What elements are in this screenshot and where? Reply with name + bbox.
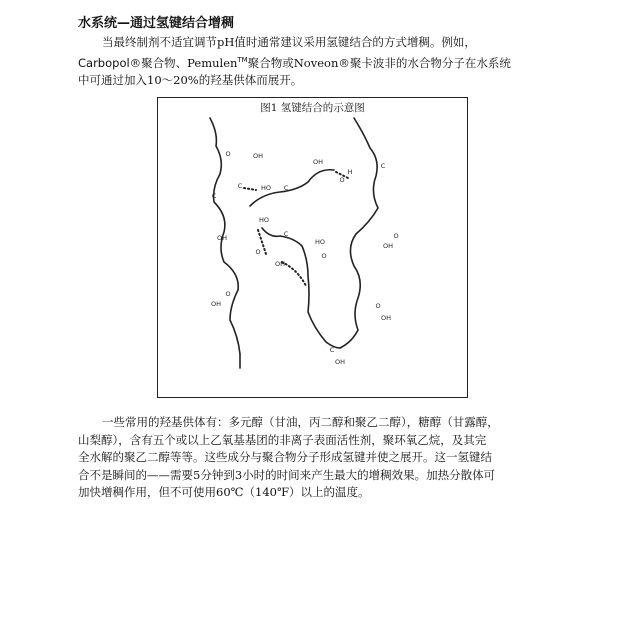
donor-line-5: 加快增稠作用，但不可使用60℃（140℉）以上的温度。 [78, 485, 370, 499]
atom-ho-2: HO [258, 216, 270, 224]
hbond-4 [244, 188, 256, 190]
atom-o-6: O [225, 290, 231, 298]
intro-line-3: 中可通过加入10～20%的羟基供体而展开。 [78, 72, 303, 87]
atom-o-5: O [255, 248, 261, 256]
atom-oh-1: OH [252, 152, 264, 160]
intro-paragraph [78, 34, 548, 89]
section-heading: 水系统—通过氢键结合增稠 [78, 16, 235, 31]
hydrogen-bond-diagram [158, 98, 466, 396]
intro-line-2-c: 聚合物或Noveon [247, 55, 339, 70]
donor-line-2: 山梨醇），含有五个或以上乙氧基基团的非离子表面活性剂，聚环氧乙烷，及其完 [78, 432, 487, 447]
atom-oh-4: OH [382, 242, 394, 250]
donor-line-1: 一些常用的羟基供体有：多元醇（甘油，丙二醇和聚乙二醇），糖醇（甘露醇， [102, 415, 499, 429]
atom-o-1: O [225, 150, 231, 158]
atom-oh-3: OH [312, 158, 324, 166]
donor-paragraph [78, 414, 548, 502]
carbopol-term: Carbopol [78, 55, 130, 70]
atom-oh-7: OH [380, 314, 392, 322]
figure-caption: 图1 氢键结合的示意图 [260, 102, 365, 114]
lower-bridge [262, 228, 340, 348]
donor-line-3: 全水解的聚乙二醇等等。这些成分与聚合物分子形成氢键并使之展开。这一氢键结 [78, 450, 492, 464]
atom-h-1: H [347, 168, 353, 176]
right-backbone [340, 118, 381, 348]
hbond-3 [282, 262, 306, 286]
atom-oh-8: OH [334, 358, 346, 366]
atom-o-2: O [339, 176, 345, 184]
intro-line-1: 当最终制剂不适宜调节pH值时通常建议采用氢键结合的方式增稠。例如， [102, 35, 476, 49]
atom-o-4: O [321, 252, 327, 260]
intro-line-2-d: ®聚卡波非的水合物分子在水系统 [338, 55, 511, 70]
atom-ho-3: HO [314, 238, 326, 246]
atom-c-2: C [237, 182, 243, 190]
hydrogen-bond-figure [157, 97, 468, 398]
intro-line-2-b: ®聚合物、Pemulen [129, 55, 238, 70]
atom-c-4: C [380, 162, 386, 170]
atom-ho-1: HO [260, 184, 272, 192]
trademark-mark: TM [237, 55, 248, 64]
atom-c-6: C [329, 346, 335, 354]
donor-line-4: 合不是瞬间的——需要5分钟到3小时的时间来产生最大的增稠效果。加热分散体可 [78, 467, 496, 482]
atom-c-3: C [283, 184, 289, 192]
atom-c-1: C [211, 192, 217, 200]
atom-c-5: C [283, 230, 289, 238]
atom-oh-6: OH [210, 300, 222, 308]
atom-oh-5: OH [274, 260, 286, 268]
atom-oh-2: OH [216, 234, 228, 242]
atom-o-3: O [393, 232, 399, 240]
atom-o-7: O [375, 302, 381, 310]
